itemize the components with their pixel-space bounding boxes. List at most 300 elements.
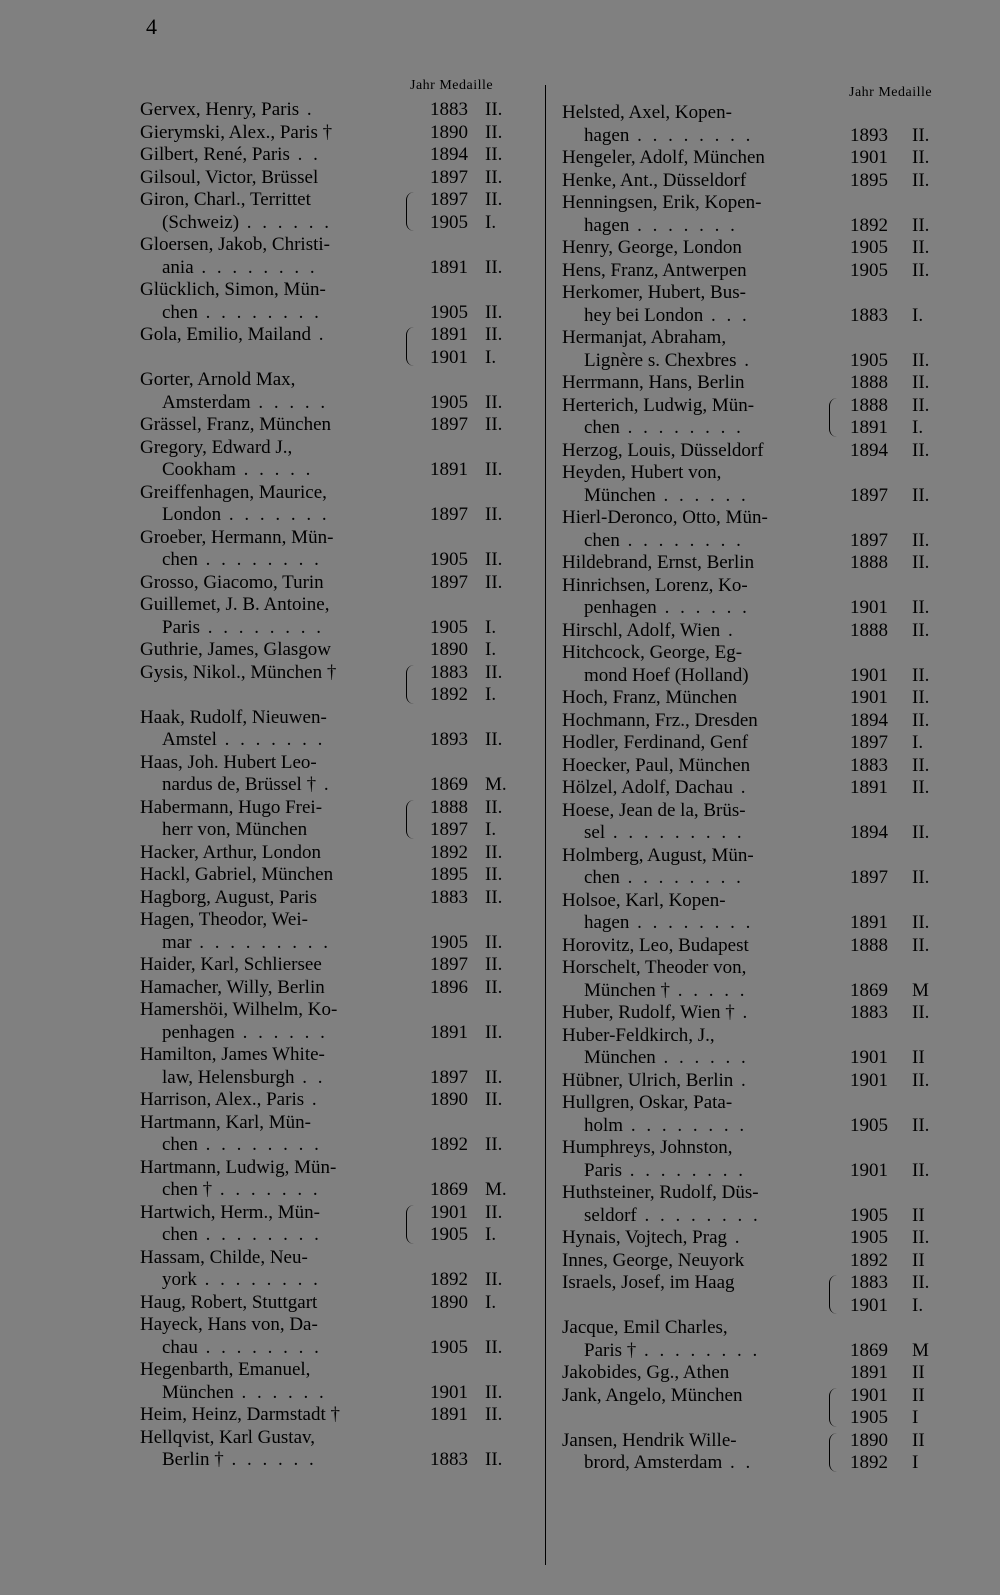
entry-line (140, 1044, 520, 1067)
entry-line (140, 1202, 520, 1225)
dot-leader: . . . . . . . . (197, 301, 322, 323)
artist-text: Guthrie, James, Glasgow (140, 639, 332, 660)
medal-class: II. (912, 822, 930, 843)
medal-class: II (912, 1047, 925, 1068)
artist-name (584, 485, 749, 508)
dot-leader: . . . . . . (239, 211, 333, 233)
artist-text: München (584, 1047, 656, 1068)
artist-name (140, 999, 337, 1022)
dot-leader: . . . . . . . (216, 729, 326, 750)
list-item (140, 527, 520, 572)
entry-line (140, 549, 520, 572)
artist-text: Hübner, Ulrich, Berlin (562, 1069, 734, 1091)
artist-name (584, 822, 745, 845)
medal-class: M. (485, 774, 507, 795)
brace-mark (829, 398, 838, 437)
artist-name (140, 864, 333, 887)
artist-text: Paris (162, 616, 200, 638)
award-year: 1905 (430, 549, 468, 570)
entry-line (562, 1070, 962, 1093)
entry-line (140, 909, 520, 932)
award-year: 1905 (430, 211, 468, 233)
artist-name (562, 170, 746, 193)
list-item (140, 977, 520, 1000)
list-item (140, 144, 520, 167)
artist-name (140, 954, 322, 977)
award-year: 1905 (850, 1407, 888, 1428)
artist-name (584, 1115, 747, 1138)
artist-name (562, 620, 736, 643)
entry-line (562, 192, 962, 215)
artist-name (140, 1202, 320, 1225)
award-year: 1883 (850, 304, 888, 326)
list-item (140, 369, 520, 414)
artist-name (140, 662, 336, 685)
artist-name (140, 482, 327, 505)
dot-leader: . . . . . . . . . (191, 931, 332, 953)
artist-name (584, 1047, 749, 1070)
list-item (140, 324, 520, 369)
artist-name (584, 665, 749, 688)
award-year: 1897 (850, 732, 888, 753)
artist-name (140, 842, 321, 865)
medal-class: II. (912, 237, 930, 258)
medal-class: II. (912, 529, 930, 551)
medal-class: II (912, 1204, 925, 1226)
award-year: 1897 (850, 529, 888, 551)
medal-class: II. (485, 414, 503, 435)
artist-name (140, 144, 321, 167)
medal-class: II (912, 1249, 925, 1271)
award-year: 1901 (430, 1381, 468, 1403)
artist-name (162, 392, 328, 415)
entry-line (140, 999, 520, 1022)
medal-class: II. (485, 549, 503, 570)
medal-class: II. (485, 121, 503, 143)
artist-name (162, 1067, 325, 1090)
entry-line (562, 147, 962, 170)
award-year: 1901 (850, 1384, 888, 1406)
artist-text: chen (162, 549, 198, 570)
artist-name (162, 302, 322, 325)
dot-leader: . . . . . . . . (196, 1269, 321, 1290)
entry-line (140, 369, 520, 392)
medal-class: II. (912, 259, 930, 281)
artist-name (562, 440, 764, 463)
artist-name (584, 1452, 753, 1475)
artist-text: hey bei London (584, 304, 704, 326)
entry-line (562, 1115, 962, 1138)
entry-line (562, 1227, 962, 1250)
award-year: 1895 (430, 864, 468, 885)
entry-line (562, 1272, 962, 1295)
artist-text: München † (584, 979, 671, 1001)
award-year: 1897 (430, 571, 468, 593)
artist-text: Groeber, Hermann, Mün- (140, 526, 334, 548)
entry-line (140, 1224, 520, 1247)
brace-mark (406, 800, 415, 839)
award-year: 1892 (430, 1269, 468, 1290)
artist-text: Guillemet, J. B. Antoine, (140, 594, 330, 615)
artist-name (140, 324, 326, 347)
artist-text: Jansen, Hendrik Wille- (562, 1429, 737, 1451)
artist-name (162, 549, 322, 572)
artist-name (140, 369, 295, 392)
dot-leader: . (727, 1227, 743, 1248)
artist-text: Amsterdam (162, 391, 251, 413)
award-year: 1891 (850, 1362, 888, 1383)
artist-name (562, 1137, 732, 1160)
medal-class: II. (912, 1069, 930, 1091)
entry-line (562, 507, 962, 530)
list-item (140, 1202, 520, 1247)
artist-text: Hagborg, August, Paris (140, 886, 317, 908)
entry-line (562, 777, 962, 800)
artist-text: ania (162, 256, 194, 278)
list-item (562, 935, 962, 958)
medal-class: I. (485, 639, 497, 660)
artist-text: Gregory, Edward J., (140, 436, 293, 458)
artist-text: Hengeler, Adolf, München (562, 147, 765, 168)
list-item (562, 147, 962, 170)
artist-text: Herzog, Louis, Düsseldorf (562, 439, 764, 461)
award-year: 1891 (850, 417, 888, 438)
artist-name (584, 912, 753, 935)
medal-class: II. (912, 169, 930, 191)
artist-text: Giron, Charl., Territtet (140, 189, 311, 210)
artist-text: sel (584, 822, 606, 843)
award-year: 1890 (430, 639, 468, 660)
list-item (562, 1385, 962, 1430)
entry-line (562, 1385, 962, 1408)
artist-text: Hullgren, Oskar, Pata- (562, 1092, 733, 1113)
artist-name (140, 1157, 336, 1180)
artist-text: Cookham (162, 459, 236, 480)
brace-mark (829, 1388, 838, 1427)
award-year: 1901 (850, 1047, 888, 1068)
artist-name (584, 350, 752, 373)
medal-class: II. (485, 1134, 503, 1155)
artist-text: Gorter, Arnold Max, (140, 369, 296, 390)
artist-text: hagen (584, 214, 630, 236)
list-item (562, 192, 962, 237)
artist-name (562, 1430, 737, 1453)
entry-line (562, 800, 962, 823)
award-year: 1893 (430, 729, 468, 750)
artist-text: Helsted, Axel, Kopen- (562, 102, 732, 123)
artist-text: Habermann, Hugo Frei- (140, 796, 323, 818)
artist-text: Jank, Angelo, München (562, 1384, 743, 1406)
artist-name (562, 372, 745, 395)
entry-line (562, 282, 962, 305)
entry-line (562, 575, 962, 598)
entry-line (140, 279, 520, 302)
entry-line (140, 1022, 520, 1045)
list-item (562, 890, 962, 935)
entry-line (140, 572, 520, 595)
entry-list (562, 102, 962, 1475)
entry-line (140, 639, 520, 662)
entry-line (140, 482, 520, 505)
entry-line (562, 440, 962, 463)
entry-line (140, 167, 520, 190)
artist-name (140, 572, 324, 595)
artist-text: München (584, 484, 656, 506)
entry-line (140, 504, 520, 527)
artist-text: hagen (584, 124, 630, 146)
list-item (140, 482, 520, 527)
artist-text: brord, Amsterdam (584, 1452, 723, 1473)
dot-leader: . (299, 99, 315, 120)
brace-mark (406, 327, 415, 366)
medal-class: II. (912, 754, 930, 776)
medal-class: M. (485, 1179, 507, 1200)
entry-line (140, 1179, 520, 1202)
award-year: 1891 (430, 256, 468, 278)
dot-leader: . . . . . . . . (200, 616, 324, 638)
dot-leader: . (316, 774, 332, 795)
medal-class: II. (912, 394, 930, 416)
medal-class: II. (912, 552, 930, 573)
award-year: 1905 (430, 931, 468, 953)
medal-class: II. (485, 189, 503, 210)
artist-text: hagen (584, 912, 630, 933)
dot-leader: . . . . . . . (221, 504, 330, 525)
entry-line (562, 305, 962, 328)
medal-class: II. (485, 1089, 503, 1110)
artist-name (562, 1025, 715, 1048)
entry-line (140, 234, 520, 257)
artist-name (140, 1089, 320, 1112)
artist-text: penhagen (584, 597, 657, 618)
artist-name (140, 1292, 317, 1315)
artist-name (562, 642, 742, 665)
artist-name (562, 845, 754, 868)
medal-class: I. (485, 1291, 497, 1313)
award-year: 1901 (430, 346, 468, 368)
list-item (562, 732, 962, 755)
artist-text: Heyden, Hubert von, (562, 462, 722, 483)
list-item (562, 282, 962, 327)
artist-text: chen (584, 529, 620, 551)
dot-leader: . . . . . . (234, 1021, 328, 1043)
entry-line (562, 867, 962, 890)
medal-class: II. (485, 954, 503, 975)
medal-class: I. (485, 616, 497, 638)
award-year: 1883 (430, 886, 468, 908)
artist-text: Amstel (162, 729, 217, 750)
medal-class: II. (485, 324, 503, 345)
medal-class: I (912, 1452, 919, 1473)
list-item (140, 797, 520, 842)
award-year: 1901 (430, 1201, 468, 1223)
list-item (140, 662, 520, 707)
dot-leader: . . . . . . (655, 484, 749, 506)
artist-name (140, 1427, 315, 1450)
list-item (140, 707, 520, 752)
list-item (562, 1092, 962, 1137)
artist-name (140, 594, 329, 617)
dot-leader: . . . . . . (233, 1381, 327, 1403)
artist-text: Hirschl, Adolf, Wien (562, 619, 721, 641)
entry-line (562, 462, 962, 485)
list-item (562, 552, 962, 575)
list-item (562, 642, 962, 687)
artist-name (140, 752, 317, 775)
artist-name (140, 1247, 308, 1270)
artist-name (140, 279, 326, 302)
medal-class: II. (485, 459, 503, 480)
list-item (140, 887, 520, 910)
artist-text: Huber, Rudolf, Wien † (562, 1002, 735, 1023)
entry-line (562, 170, 962, 193)
artist-name (562, 327, 726, 350)
award-year: 1892 (430, 1134, 468, 1155)
artist-name (562, 462, 721, 485)
entry-line (140, 1382, 520, 1405)
medal-class: II. (485, 1404, 503, 1425)
entry-line (140, 189, 520, 212)
artist-text: Hildebrand, Ernst, Berlin (562, 552, 755, 573)
medal-class: II. (912, 912, 930, 933)
medal-class: II. (485, 796, 503, 818)
list-item (140, 1157, 520, 1202)
artist-text: chau (162, 1336, 198, 1358)
award-year: 1869 (430, 1179, 468, 1200)
entry-line (140, 1089, 520, 1112)
dot-leader: . . . . . . . (629, 214, 738, 236)
artist-name (562, 260, 747, 283)
artist-text: Haas, Joh. Hubert Leo- (140, 751, 317, 773)
entry-line (562, 1160, 962, 1183)
entry-line (140, 527, 520, 550)
artist-name (562, 507, 768, 530)
entry-line (140, 684, 520, 707)
dot-leader: . . . . . . . . (619, 867, 744, 888)
artist-text: Hassam, Childe, Neu- (140, 1246, 308, 1268)
award-year: 1888 (850, 934, 888, 956)
award-year: 1905 (850, 1204, 888, 1226)
list-item (140, 999, 520, 1044)
medal-class: II. (912, 147, 930, 168)
list-item (562, 800, 962, 845)
artist-text: Haug, Robert, Stuttgart (140, 1291, 318, 1313)
entry-line (140, 347, 520, 370)
artist-text: Hellqvist, Karl Gustav, (140, 1426, 316, 1448)
dot-leader: . . . . . . . . (193, 256, 318, 278)
award-year: 1901 (850, 597, 888, 618)
artist-name (584, 125, 753, 148)
award-year: 1888 (850, 372, 888, 393)
artist-text: Hoecker, Paul, München (562, 754, 751, 776)
award-year: 1888 (850, 552, 888, 573)
award-year: 1892 (850, 214, 888, 236)
entry-line (140, 864, 520, 887)
medal-class: II. (485, 1381, 503, 1403)
award-year: 1891 (850, 777, 888, 798)
artist-name (562, 755, 750, 778)
brace-mark (406, 1205, 415, 1244)
award-year: 1905 (850, 1114, 888, 1136)
award-year: 1883 (430, 99, 468, 120)
dot-leader: . . . . . . . . (619, 529, 744, 551)
entry-line (562, 102, 962, 125)
medal-class: II. (485, 661, 503, 683)
artist-name (162, 774, 332, 797)
award-year: 1897 (430, 504, 468, 525)
medal-class: II. (485, 864, 503, 885)
entry-line (562, 1407, 962, 1430)
award-year: 1905 (430, 391, 468, 413)
dot-leader: . (733, 1069, 749, 1091)
award-year: 1892 (430, 684, 468, 705)
list-item (562, 395, 962, 440)
list-item (562, 1182, 962, 1227)
artist-name (584, 867, 744, 890)
award-year: 1905 (850, 237, 888, 258)
artist-text: London (162, 504, 222, 525)
entry-line (562, 372, 962, 395)
list-item (140, 909, 520, 954)
artist-name (562, 935, 749, 958)
medal-class: II. (912, 664, 930, 686)
dot-leader: . . . . . . . . (197, 1134, 322, 1155)
entry-line (562, 530, 962, 553)
award-year: 1890 (430, 1089, 468, 1110)
artist-name (162, 459, 313, 482)
dot-leader: . (736, 349, 752, 371)
list-item (140, 1089, 520, 1112)
dot-leader: . . . (703, 304, 750, 326)
artist-text: york (162, 1269, 197, 1290)
artist-text: Hinrichsen, Lorenz, Ko- (562, 574, 748, 596)
artist-name (562, 890, 726, 913)
list-item (140, 1427, 520, 1472)
entry-line (562, 1317, 962, 1340)
column-divider (545, 85, 546, 1565)
list-item (562, 687, 962, 710)
award-year: 1897 (850, 484, 888, 506)
artist-name (562, 1250, 744, 1273)
dot-leader: . (720, 619, 736, 641)
award-year: 1901 (850, 664, 888, 686)
artist-text: Hierl-Deronco, Otto, Mün- (562, 507, 768, 528)
artist-text: Hitchcock, George, Eg- (562, 642, 743, 663)
column-header: Jahr Medaille (849, 85, 933, 100)
award-year: 1890 (430, 121, 468, 143)
artist-name (562, 1182, 759, 1205)
artist-text: Holsoe, Karl, Kopen- (562, 889, 726, 911)
list-item (140, 572, 520, 595)
medal-class: I. (912, 732, 924, 753)
artist-text: Harrison, Alex., Paris (140, 1089, 305, 1110)
artist-text: Herterich, Ludwig, Mün- (562, 394, 755, 416)
artist-text: Hagen, Theodor, Wei- (140, 909, 308, 930)
entry-line (562, 1137, 962, 1160)
medal-class: II. (485, 1336, 503, 1358)
artist-name (140, 797, 322, 820)
medal-class: II. (912, 597, 930, 618)
award-year: 1897 (430, 414, 468, 435)
artist-text: Hermanjat, Abraham, (562, 327, 727, 348)
artist-name (140, 1112, 311, 1135)
entry-line (562, 912, 962, 935)
entry-line (562, 215, 962, 238)
dot-leader: . (732, 777, 749, 798)
list-item (562, 260, 962, 283)
artist-text: Hynais, Vojtech, Prag (562, 1227, 728, 1248)
award-year: 1905 (850, 1227, 888, 1248)
